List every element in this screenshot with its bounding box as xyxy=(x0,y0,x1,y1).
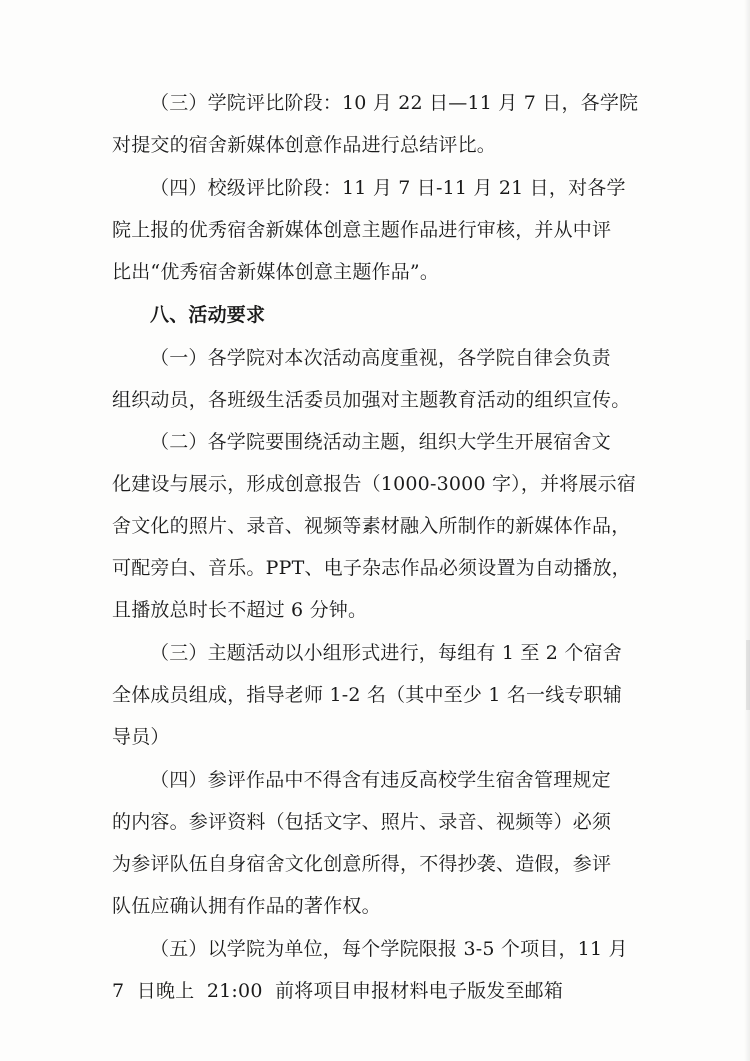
req-2-line-1: （二）各学院要围绕活动主题，组织大学生开展宿舍文 xyxy=(150,431,611,453)
req-1-line-2: 组织动员，各班级生活委员加强对主题教育活动的组织宣传。 xyxy=(112,389,631,411)
scan-edge-shadow xyxy=(744,0,750,1061)
req-2-line-5: 且播放总时长不超过 6 分钟。 xyxy=(112,599,368,621)
para-4-line-1: （四）校级评比阶段：11 月 7 日-11 月 21 日，对各学 xyxy=(150,177,626,199)
req-3-line-2: 全体成员组成，指导老师 1-2 名（其中至少 1 名一线专职辅 xyxy=(112,684,623,706)
section-heading: 八、活动要求 xyxy=(150,304,266,326)
req-3-line-1: （三）主题活动以小组形式进行，每组有 1 至 2 个宿舍 xyxy=(150,642,622,664)
req-4-line-1: （四）参评作品中不得含有违反高校学生宿舍管理规定 xyxy=(150,769,611,791)
req-4-line-3: 为参评队伍自身宿舍文化创意所得，不得抄袭、造假，参评 xyxy=(112,853,612,875)
para-3-line-2: 对提交的宿舍新媒体创意作品进行总结评比。 xyxy=(112,134,497,156)
req-4-line-4: 队伍应确认拥有作品的著作权。 xyxy=(112,895,381,917)
para-4-line-3: 比出“优秀宿舍新媒体创意主题作品”。 xyxy=(112,261,440,283)
para-4-line-2: 院上报的优秀宿舍新媒体创意主题作品进行审核，并从中评 xyxy=(112,219,612,241)
req-4-line-2: 的内容。参评资料（包括文字、照片、录音、视频等）必须 xyxy=(112,811,612,833)
req-2-line-2: 化建设与展示，形成创意报告（1000-3000 字），并将展示宿 xyxy=(112,473,637,495)
req-5-line-2: 7 日晚上 21:00 前将项目申报材料电子版发至邮箱 xyxy=(112,980,564,1002)
req-1-line-1: （一）各学院对本次活动高度重视，各学院自律会负责 xyxy=(150,347,611,369)
req-2-line-4: 可配旁白、音乐。PPT、电子杂志作品必须设置为自动播放， xyxy=(112,557,631,579)
req-2-line-3: 舍文化的照片、录音、视频等素材融入所制作的新媒体作品， xyxy=(112,515,631,537)
req-5-line-1: （五）以学院为单位，每个学院限报 3-5 个项目，11 月 xyxy=(150,938,628,960)
scan-mark xyxy=(746,640,750,710)
req-3-line-3: 导员） xyxy=(112,726,170,748)
para-3-line-1: （三）学院评比阶段：10 月 22 日—11 月 7 日，各学院 xyxy=(150,92,639,114)
